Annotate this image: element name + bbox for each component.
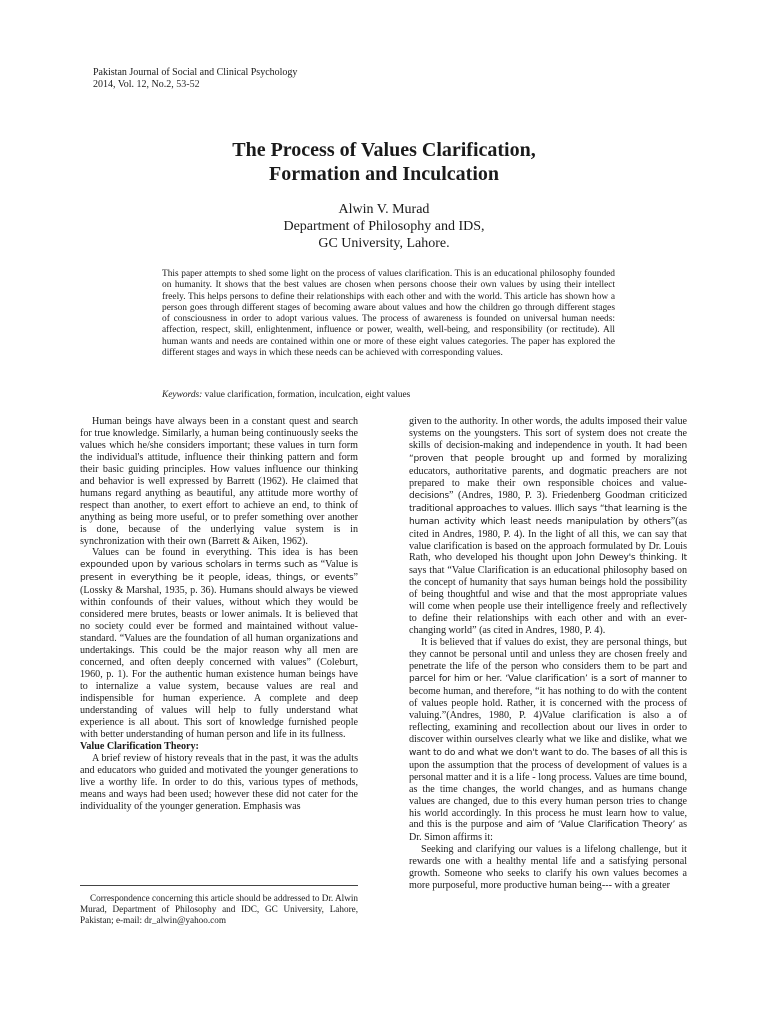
title-line-1: The Process of Values Clarification,	[232, 139, 536, 161]
title-line-2: Formation and Inculcation	[268, 163, 500, 185]
abstract: This paper attempts to shed some light on the process of values clarification. This is an educational philosophy founded on humanity. It shows that the best values are chosen when persons choose their own values by using their intellect freely. This helps persons to define their relationships with each other and with the world. This article has shown how a person goes through different stages of becoming aware about values and how the children go through different stages of consciousness in order to adopt various values. The process of awareness is founded on universal human needs: affection, respect, skill, enlightenment, influence or power, wealth, well-being, and responsibility (or rectitude). All human wants and needs are contained within one or more of these eight values categories. The paper has explored the different stages and ways in which these needs can be achieved with corresponding values.	[162, 269, 615, 359]
keywords-text: value clarification, formation, inculcation, eight values	[202, 390, 411, 400]
text-run: Values can be found in everything. This idea is has been	[92, 547, 358, 559]
handwritten-text: had been “proven that people brought up	[409, 440, 687, 464]
handwritten-text: traditional approaches to values. Illich says “that learning is the human activity which least needs manipulation by others	[409, 503, 687, 527]
text-run: as Dr. Simon affirms it:	[409, 819, 687, 844]
footnote-divider	[80, 885, 358, 886]
left-column	[80, 416, 358, 812]
handwritten-text: present in everything be it people, ideas, things, or events	[80, 573, 354, 584]
handwritten-text: decisions	[409, 490, 449, 501]
paragraph	[80, 547, 358, 740]
affiliation-line-2: GC University, Lahore.	[318, 236, 450, 251]
handwritten-text: expounded upon by various scholars in terms such as	[80, 560, 318, 571]
text-run: ”(as cited in Andres, 1980, P. 4). In the light of all this, we can say that value clarification is based on the approach formulated by Dr. Louis Rath, who developed his thought upon	[409, 515, 687, 564]
keywords	[162, 390, 615, 401]
author-block	[0, 201, 768, 252]
text-run: ” (Lossky & Marshal, 1935, p. 36). Humans should always be viewed within confounds of their values, without which they would be considered mere brutes, beasts or lower animals. It is believed that no society could ever be formed and maintained without value-standard. “Values are the foundation of all human organizations and undertakings. This could be the major reason why all men are concerned, and often deeply concerned with values” (Coleburt, 1960, p. 1). For the authentic human existence human beings have to internalize a value system, because values are real and indispensible for human experience. A complete and deep understanding of values will help to fully understand what experience is all about. This sort of knowledge furnished people with better understanding of human person and life in its fullness.	[80, 572, 358, 740]
affiliation-line-1: Department of Philosophy and IDS,	[283, 219, 485, 234]
text-run: “Value is	[317, 559, 358, 571]
paragraph: Seeking and clarifying our values is a lifelong challenge, but it rewards one with a healthy mental life and a satisfying personal growth. Someone who seeks to clarify his own values becomes a more purposeful, more productive human being--- with a greater	[409, 844, 687, 892]
text-run: given to the authority. In other words, the adults imposed their value systems on the youngsters. This sort of system does not create the skills of decision-making and independence in youth. It	[409, 416, 687, 451]
journal-name: Pakistan Journal of Social and Clinical Psychology	[93, 67, 298, 78]
paragraph: Human beings have always been in a constant quest and search for true knowledge. Similarly, a human being continuously seeks the values which he/she considers important; these values in turn form the individual's attitude, influence their thinking pattern and form their basic guiding principles. How values influence our thinking and behavior is well expressed by Barrett (1962). He claimed that humans regard anything as beautiful, any attitude more worthy of respect than another, to exert effort to achieve an end, to think of anything as being more useful, or to prefer something over another is done, because of the underlying value system is in synchronization with their own (Barrett & Aiken, 1962).	[80, 416, 358, 547]
handwritten-text: John Dewey's thinking. It	[576, 553, 687, 564]
journal-issue	[93, 79, 297, 91]
journal-header	[93, 67, 297, 91]
handwritten-text: parcel for him or her. ‘Value clarification’ is a sort of manner to	[409, 674, 687, 685]
section-heading: Value Clarification Theory:	[80, 740, 199, 752]
text-run: is upon the assumption that the process of development of values is a personal matter and it is a life - long process. Values are time bound, as the time changes, the world changes, and as humans change values are changed, due to this every human person tries to change his world accordingly. In this process he must learn how to value, and this is the purpose	[409, 746, 687, 831]
author-name: Alwin V. Murad	[338, 202, 430, 217]
paper-title	[0, 138, 768, 186]
paragraph	[409, 416, 687, 637]
text-run: It is believed that if values do exist, they are personal things, but they cannot be personal until and unless they are chosen freely and penetrate the life of the person who considers them to be part and	[409, 637, 687, 673]
text-run: ” (Andres, 1980, P. 3). Friedenberg Goodman criticized	[449, 489, 687, 501]
text-run: says that “Value Clarification is an educational philosophy based on the concept of humanity that says human beings hold the possibility of being thoughtful and wise and that the most appropriate values will come when people use their intelligence freely and reflectively to define their relationships with each other and with an ever-changing world” (as cited in Andres, 1980, P. 4).	[409, 565, 687, 637]
journal-volume: 2014, Vol. 12, No.2,	[93, 79, 174, 90]
right-column	[409, 416, 687, 892]
paragraph	[409, 637, 687, 844]
journal-pages: 53-52	[176, 79, 200, 90]
handwritten-text: we want to do and what we don't want to do. The bases of all this	[409, 734, 687, 758]
handwritten-text: and aim of ‘Value Clarification Theory’	[506, 820, 676, 831]
keywords-label: Keywords:	[162, 390, 203, 400]
text-run: and formed by moralizing educators, authoritative parents, and dogmatic preachers are not prepared to make their own responsible choices and value-	[409, 452, 688, 489]
text-run: become human, and therefore, “it has nothing to do with the content of values people hold. Rather, it is concerned with the process of valuing.”(Andres, 1980, P. 4)Value clarification is also a of reflecting, examining and recollection about our lives in order to discover within ourselves clearly what we like and dislike, what	[409, 685, 687, 745]
footnote: Correspondence concerning this article should be addressed to Dr. Alwin Murad, Department of Philosophy and IDC, GC University, Lahore, Pakistan; e-mail: dr_alwin@yahoo.com	[80, 893, 358, 925]
paragraph: A brief review of history reveals that in the past, it was the adults and educators who guided and motivated the younger generations to live a worthy life. In order to do this, various types of methods, means and ways had been used; however these did not cater for the individuality of the younger generation. Emphasis was	[80, 752, 358, 812]
